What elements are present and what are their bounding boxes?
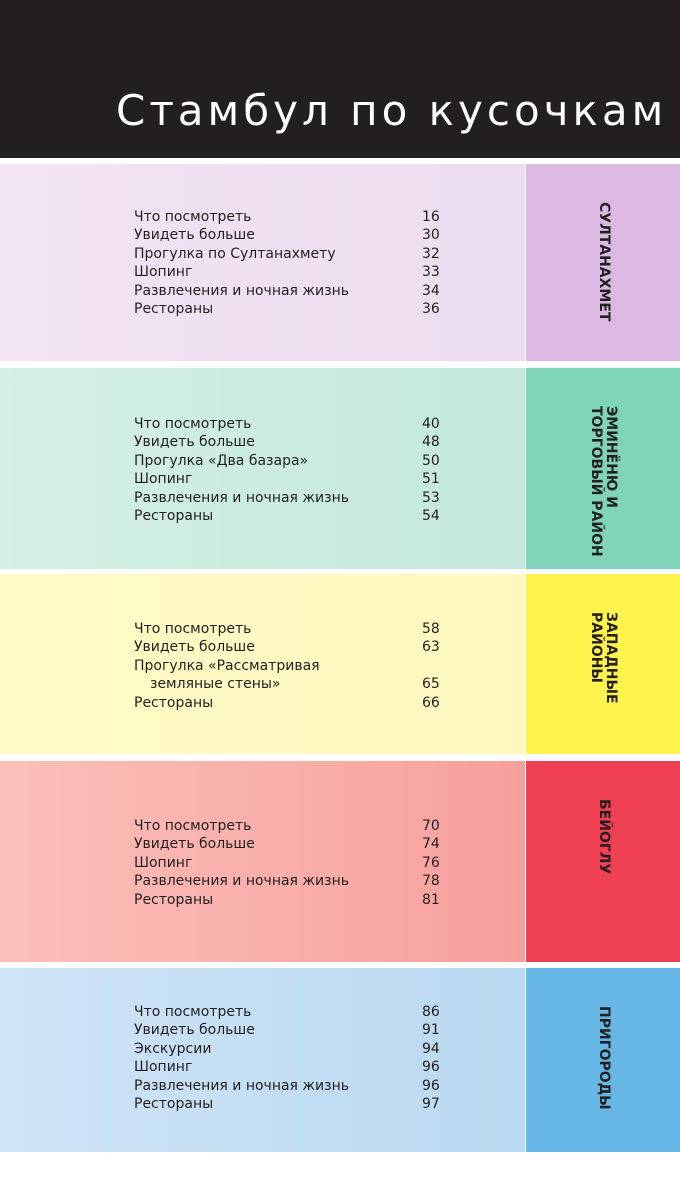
section-tab[interactable] (526, 368, 680, 569)
toc-entry-page: 30 (422, 227, 440, 244)
toc-entry[interactable] (134, 1058, 444, 1076)
toc-entry-title: Шопинг (134, 471, 193, 488)
toc-entry-page: 40 (422, 416, 440, 432)
section-eminonu (0, 368, 680, 569)
section-tab-label: ПРИГОРОДЫ (595, 1006, 612, 1110)
toc-entry-title: Развлечения и ночная жизнь (134, 282, 349, 299)
toc-entry-page: 96 (422, 1077, 440, 1094)
toc-entry[interactable] (134, 489, 444, 507)
section-tab-label: БЕЙОГЛУ (595, 799, 612, 875)
section-tab-label: ЭМИНЁНЮ И ТОРГОВЫЙ РАЙОН (588, 406, 619, 557)
toc-entry-page: 58 (422, 621, 440, 637)
toc-entry-title: Развлечения и ночная жизнь (134, 489, 349, 506)
toc-entry-page: 74 (422, 836, 440, 853)
toc-entry-page: 63 (422, 639, 440, 656)
toc-entry-page: 50 (422, 452, 440, 469)
section-tab-label: СУЛТАНАХМЕТ (595, 202, 612, 322)
toc-entry-page: 48 (422, 434, 440, 451)
toc-entry-title: земляные стены» (150, 676, 281, 693)
toc-entry[interactable] (134, 415, 444, 433)
toc-entry[interactable] (134, 1077, 444, 1095)
toc-entry-page: 94 (422, 1040, 440, 1057)
toc-entry[interactable] (134, 263, 444, 281)
section-body (0, 368, 525, 569)
toc-list (134, 208, 444, 318)
toc-entry-title: Развлечения и ночная жизнь (134, 1077, 349, 1094)
toc-entry-title: Что посмотреть (134, 416, 252, 432)
toc-entry[interactable] (134, 1040, 444, 1058)
toc-entry-title: Что посмотреть (134, 209, 252, 225)
section-body (0, 574, 525, 754)
section-tab[interactable] (526, 968, 680, 1152)
section-tab-label: ЗАПАДНЫЕ РАЙОНЫ (588, 612, 619, 704)
toc-entry-title: Шопинг (134, 264, 193, 281)
toc-entry-title: Увидеть больше (134, 227, 255, 244)
toc-entry[interactable] (134, 470, 444, 488)
toc-entry-title: Прогулка «Два базара» (134, 452, 309, 469)
toc-entry-title: Рестораны (134, 891, 214, 908)
toc-entry-title: Увидеть больше (134, 434, 255, 451)
toc-list (134, 620, 444, 712)
toc-entry-page: 65 (422, 676, 440, 693)
toc-list (134, 415, 444, 525)
toc-entry-title: Рестораны (134, 1095, 214, 1112)
toc-entry-title: Рестораны (134, 694, 214, 711)
toc-entry-title: Что посмотреть (134, 818, 252, 834)
toc-entry[interactable] (134, 245, 444, 263)
toc-entry[interactable] (134, 657, 444, 675)
toc-entry-title: Прогулка по Султанахмету (134, 245, 336, 262)
toc-entry[interactable] (134, 208, 444, 226)
section-tab[interactable] (526, 761, 680, 962)
toc-entry-page: 86 (422, 1004, 440, 1020)
toc-entry-page: 33 (422, 264, 440, 281)
toc-entry-title: Что посмотреть (134, 621, 252, 637)
toc-entry-page: 91 (422, 1022, 440, 1039)
toc-entry-page: 32 (422, 245, 440, 262)
section-sultanahmet (0, 164, 680, 361)
toc-list (134, 1003, 444, 1113)
toc-entry-title: Экскурсии (134, 1040, 212, 1057)
section-western (0, 574, 680, 754)
page-header (0, 0, 680, 158)
toc-entry[interactable] (134, 1095, 444, 1113)
section-beyoglu (0, 761, 680, 962)
toc-entry-page: 97 (422, 1095, 440, 1112)
section-tab[interactable] (526, 574, 680, 754)
toc-entry-page: 54 (422, 507, 440, 524)
toc-entry-page: 16 (422, 209, 440, 225)
toc-entry-title: Увидеть больше (134, 1022, 255, 1039)
toc-entry[interactable] (134, 1021, 444, 1039)
toc-entry-page: 36 (422, 300, 440, 317)
toc-entry-page: 70 (422, 818, 440, 834)
toc-entry[interactable] (134, 817, 444, 835)
toc-entry-title: Увидеть больше (134, 639, 255, 656)
toc-entry-title: Прогулка «Рассматривая (134, 657, 320, 674)
toc-entry-title: Рестораны (134, 300, 214, 317)
toc-entry[interactable] (134, 507, 444, 525)
toc-entry-title: Шопинг (134, 854, 193, 871)
toc-entry-page: 66 (422, 694, 440, 711)
toc-entry-page: 53 (422, 489, 440, 506)
section-suburbs (0, 968, 680, 1152)
toc-entry[interactable] (134, 300, 444, 318)
toc-entry-page: 76 (422, 854, 440, 871)
toc-entry[interactable] (134, 854, 444, 872)
toc-entry[interactable] (134, 891, 444, 909)
toc-entry-page: 96 (422, 1059, 440, 1076)
toc-entry[interactable] (134, 226, 444, 244)
toc-entry[interactable] (134, 872, 444, 890)
toc-entry-title: Увидеть больше (134, 836, 255, 853)
section-tab[interactable] (526, 164, 680, 361)
toc-entry-title: Развлечения и ночная жизнь (134, 873, 349, 890)
toc-entry-title: Шопинг (134, 1059, 193, 1076)
section-body (0, 968, 525, 1152)
toc-entry[interactable] (134, 694, 444, 712)
toc-entry[interactable] (134, 620, 444, 638)
toc-entry[interactable] (134, 835, 444, 853)
toc-entry-page: 34 (422, 282, 440, 299)
toc-entry[interactable] (134, 452, 444, 470)
toc-entry[interactable] (134, 282, 444, 300)
toc-entry[interactable] (134, 433, 444, 451)
toc-entry-title: Рестораны (134, 507, 214, 524)
toc-entry-title: Что посмотреть (134, 1004, 252, 1020)
section-body (0, 761, 525, 962)
toc-entry-page: 51 (422, 471, 440, 488)
toc-entry[interactable] (134, 675, 444, 693)
toc-entry[interactable] (134, 638, 444, 656)
section-body (0, 164, 525, 361)
toc-entry-page: 78 (422, 873, 440, 890)
toc-entry[interactable] (134, 1003, 444, 1021)
toc-entry-page: 81 (422, 891, 440, 908)
toc-list (134, 817, 444, 909)
page-title: Стамбул по кусочкам (116, 86, 668, 135)
